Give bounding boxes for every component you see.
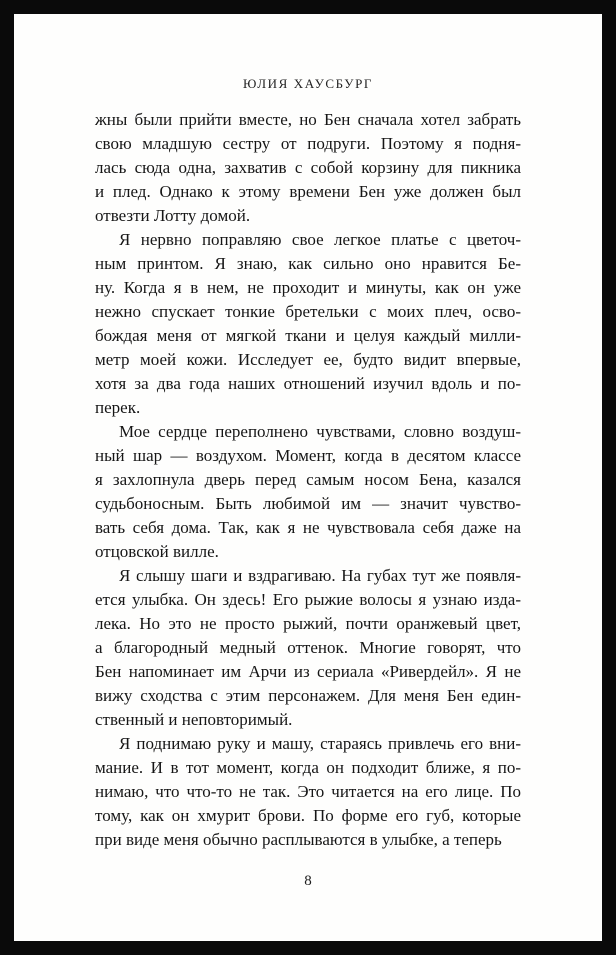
text-line: и плед. Однако к этому времени Бен уже должен был — [95, 182, 521, 201]
text-line: мание. И в тот момент, когда он подходит ближе, я по- — [95, 758, 521, 777]
paragraph — [95, 732, 521, 852]
text-line: ный шар — воздухом. Момент, когда в десятом классе — [95, 446, 521, 465]
text-line: ется улыбка. Он здесь! Его рыжие волосы я узнаю изда- — [95, 590, 521, 609]
text-line: тому, как он хмурит брови. По форме его губ, которые — [95, 806, 521, 825]
paragraph — [95, 564, 521, 732]
text-line: нимаю, что что-то не так. Это читается на его лице. По — [95, 782, 521, 801]
text-line: ным принтом. Я знаю, как сильно оно нравится Бе- — [95, 254, 521, 273]
text-line: вать себя дома. Так, как я не чувствовала себя даже на — [95, 518, 521, 537]
text-line: лека. Но это не просто рыжий, почти оранжевый цвет, — [95, 614, 521, 633]
page-body — [95, 108, 521, 852]
text-line: Бен напоминает им Арчи из сериала «Ривердейл». Я не — [95, 662, 521, 681]
text-line: вижу сходства с этим персонажем. Для меня Бен един- — [95, 686, 521, 705]
text-line: бождая меня от мягкой ткани и целуя каждый милли- — [95, 326, 521, 345]
text-line: нежно спускает тонкие бретельки с моих плеч, осво- — [95, 302, 521, 321]
text-line: отцовской вилле. — [95, 542, 219, 561]
text-line: лась сюда одна, захватив с собой корзину для пикника — [95, 158, 521, 177]
text-line: жны были прийти вместе, но Бен сначала хотел забрать — [95, 110, 521, 129]
text-line: судьбоносным. Быть любимой им — значит чувство- — [95, 494, 521, 513]
text-line: перек. — [95, 398, 141, 417]
text-line: при виде меня обычно расплываются в улыбке, а теперь — [95, 830, 502, 849]
text-line: метр моей кожи. Исследует ее, будто видит впервые, — [95, 350, 521, 369]
text-line: ну. Когда я в нем, не проходит и минуты, как он уже — [95, 278, 521, 297]
text-line: отвезти Лотту домой. — [95, 206, 251, 225]
text-line: Мое сердце переполнено чувствами, словно воздуш- — [119, 422, 521, 441]
text-line: а благородный медный оттенок. Многие говорят, что — [95, 638, 521, 657]
text-line: Я поднимаю руку и машу, стараясь привлечь его вни- — [119, 734, 521, 753]
text-line: свою младшую сестру от подруги. Поэтому я подня- — [95, 134, 521, 153]
paragraph — [95, 228, 521, 420]
running-head: ЮЛИЯ ХАУСБУРГ — [242, 76, 374, 91]
text-line: хотя за два года наших отношений изучил вдоль и по- — [95, 374, 521, 393]
paragraph — [95, 108, 521, 228]
text-line: Я нервно поправляю свое легкое платье с цветоч- — [119, 230, 521, 249]
text-line: Я слышу шаги и вздрагиваю. На губах тут же появля- — [119, 566, 521, 585]
book-page — [14, 14, 602, 941]
paragraph — [95, 420, 521, 564]
page-number: 8 — [304, 873, 312, 889]
text-line: я захлопнула дверь перед самым носом Бена, казался — [95, 470, 521, 489]
text-line: ственный и неповторимый. — [95, 710, 293, 729]
